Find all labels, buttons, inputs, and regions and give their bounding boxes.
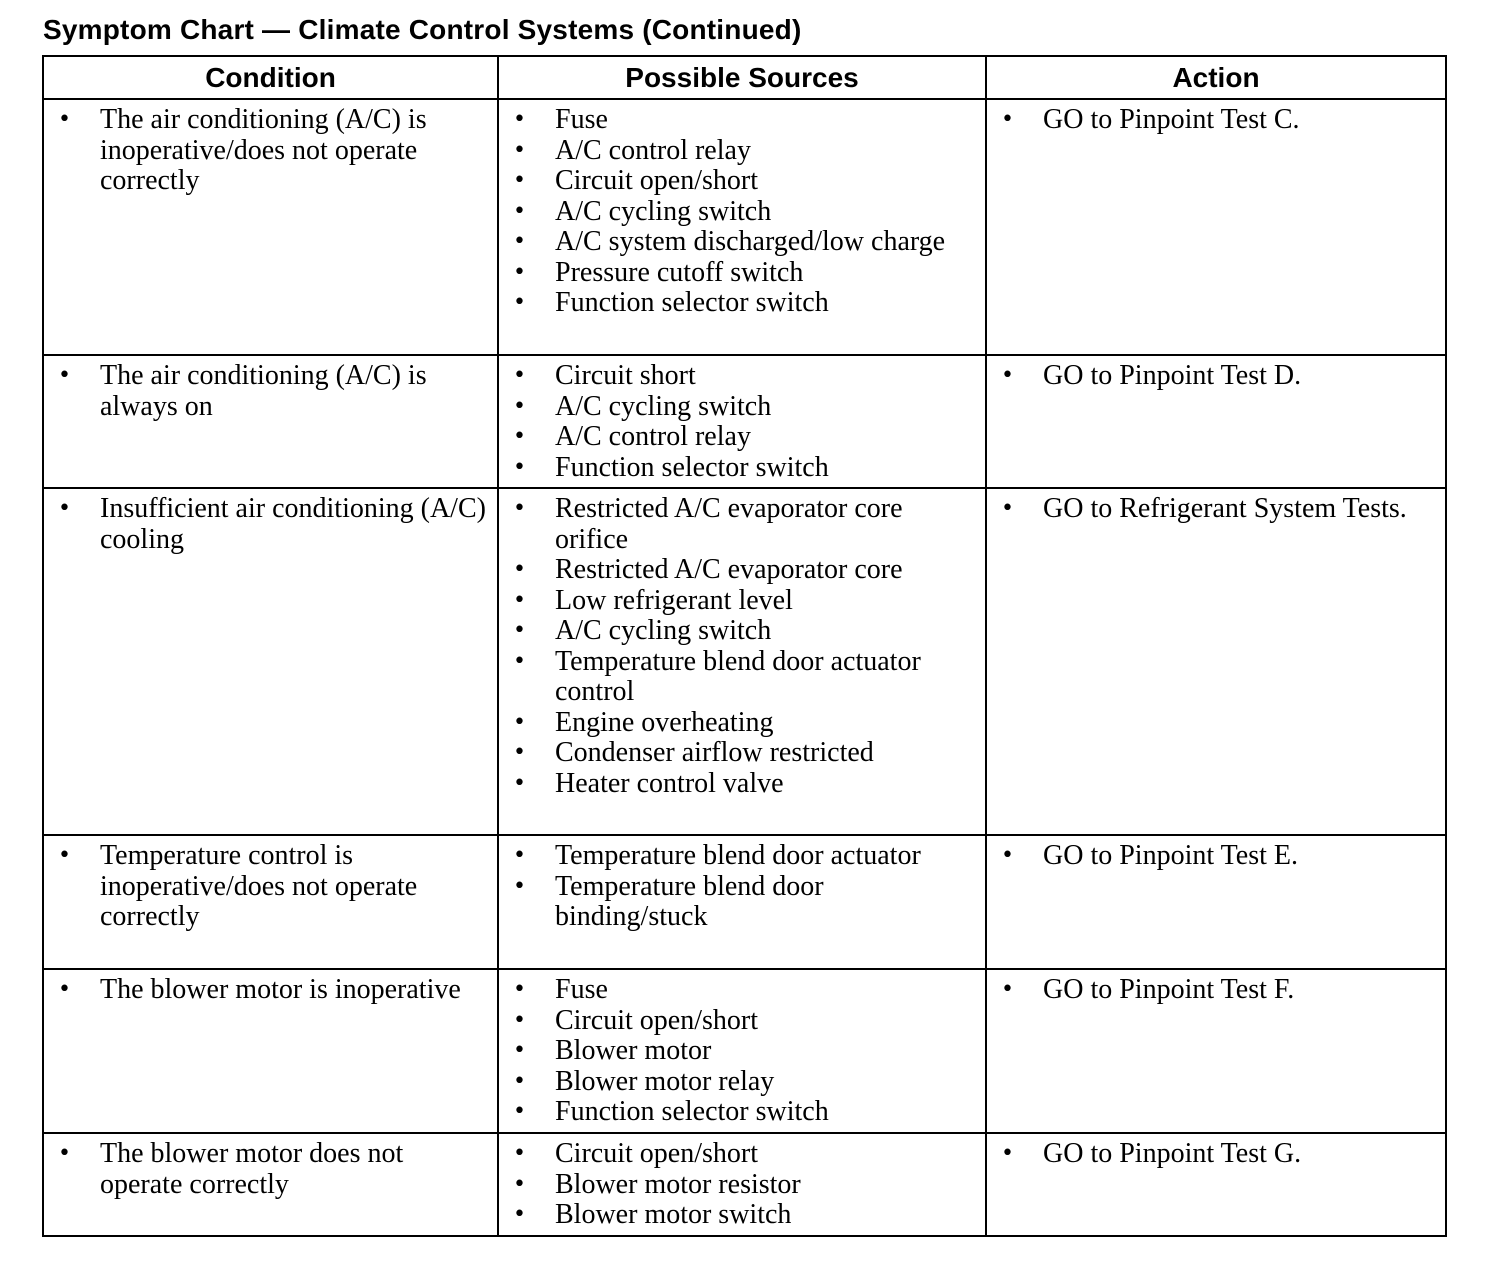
condition-cell: [43, 488, 498, 835]
source-item: • A/C system discharged/low charge: [499, 227, 975, 258]
header-row: [43, 56, 1446, 99]
table-row: [43, 969, 1446, 1133]
condition-item: • Temperature control is inoperative/does not operate correctly: [44, 841, 487, 933]
condition-item: • The air conditioning (A/C) is inoperative/does not operate correctly: [44, 105, 487, 197]
source-item: • A/C cycling switch: [499, 197, 975, 228]
table-row: [43, 488, 1446, 835]
action-cell: [986, 969, 1446, 1133]
source-item: • Temperature blend door binding/stuck: [499, 872, 975, 933]
source-item: • Restricted A/C evaporator core: [499, 555, 975, 586]
sources-cell: [498, 969, 986, 1133]
source-item: • A/C control relay: [499, 136, 975, 167]
column-header-possible-sources: Possible Sources: [498, 56, 986, 99]
source-item: • Heater control valve: [499, 769, 975, 800]
source-item: • Restricted A/C evaporator core orifice: [499, 494, 975, 555]
source-item: • Temperature blend door actuator control: [499, 647, 975, 708]
source-item: • Function selector switch: [499, 288, 975, 319]
condition-cell: [43, 99, 498, 355]
action-cell: [986, 488, 1446, 835]
action-cell: [986, 355, 1446, 488]
condition-item: • The blower motor is inoperative: [44, 975, 487, 1006]
page-title: Symptom Chart — Climate Control Systems (Continued): [43, 14, 802, 45]
table-row: [43, 355, 1446, 488]
condition-cell: [43, 355, 498, 488]
source-item: • Blower motor: [499, 1036, 975, 1067]
action-item: • GO to Pinpoint Test C.: [987, 105, 1435, 136]
sources-cell: [498, 835, 986, 969]
source-item: • Circuit open/short: [499, 1139, 975, 1170]
symptom-chart-table: [42, 55, 1447, 1237]
table-row: [43, 835, 1446, 969]
source-item: • Fuse: [499, 975, 975, 1006]
action-item: • GO to Pinpoint Test G.: [987, 1139, 1435, 1170]
source-item: • Blower motor resistor: [499, 1170, 975, 1201]
source-item: • Function selector switch: [499, 453, 975, 484]
source-item: • A/C cycling switch: [499, 616, 975, 647]
source-item: • Engine overheating: [499, 708, 975, 739]
condition-cell: [43, 1133, 498, 1236]
action-cell: [986, 1133, 1446, 1236]
action-cell: [986, 99, 1446, 355]
source-item: • Low refrigerant level: [499, 586, 975, 617]
source-item: • Blower motor relay: [499, 1067, 975, 1098]
action-item: • GO to Pinpoint Test D.: [987, 361, 1435, 392]
source-item: • A/C cycling switch: [499, 392, 975, 423]
source-item: • Temperature blend door actuator: [499, 841, 975, 872]
condition-item: • The air conditioning (A/C) is always on: [44, 361, 487, 422]
condition-item: • The blower motor does not operate correctly: [44, 1139, 487, 1200]
condition-cell: [43, 835, 498, 969]
column-header-action: Action: [986, 56, 1446, 99]
source-item: • Pressure cutoff switch: [499, 258, 975, 289]
table-row: [43, 99, 1446, 355]
action-item: • GO to Pinpoint Test E.: [987, 841, 1435, 872]
condition-cell: [43, 969, 498, 1133]
source-item: • Blower motor switch: [499, 1200, 975, 1231]
sources-cell: [498, 488, 986, 835]
sources-cell: [498, 1133, 986, 1236]
sources-cell: [498, 99, 986, 355]
column-header-condition: Condition: [43, 56, 498, 99]
source-item: • Circuit open/short: [499, 166, 975, 197]
source-item: • A/C control relay: [499, 422, 975, 453]
source-item: • Circuit short: [499, 361, 975, 392]
condition-item: • Insufficient air conditioning (A/C) cooling: [44, 494, 487, 555]
action-item: • GO to Refrigerant System Tests.: [987, 494, 1435, 525]
sources-cell: [498, 355, 986, 488]
table-row: [43, 1133, 1446, 1236]
action-item: • GO to Pinpoint Test F.: [987, 975, 1435, 1006]
source-item: • Fuse: [499, 105, 975, 136]
source-item: • Condenser airflow restricted: [499, 738, 975, 769]
source-item: • Function selector switch: [499, 1097, 975, 1128]
action-cell: [986, 835, 1446, 969]
source-item: • Circuit open/short: [499, 1006, 975, 1037]
